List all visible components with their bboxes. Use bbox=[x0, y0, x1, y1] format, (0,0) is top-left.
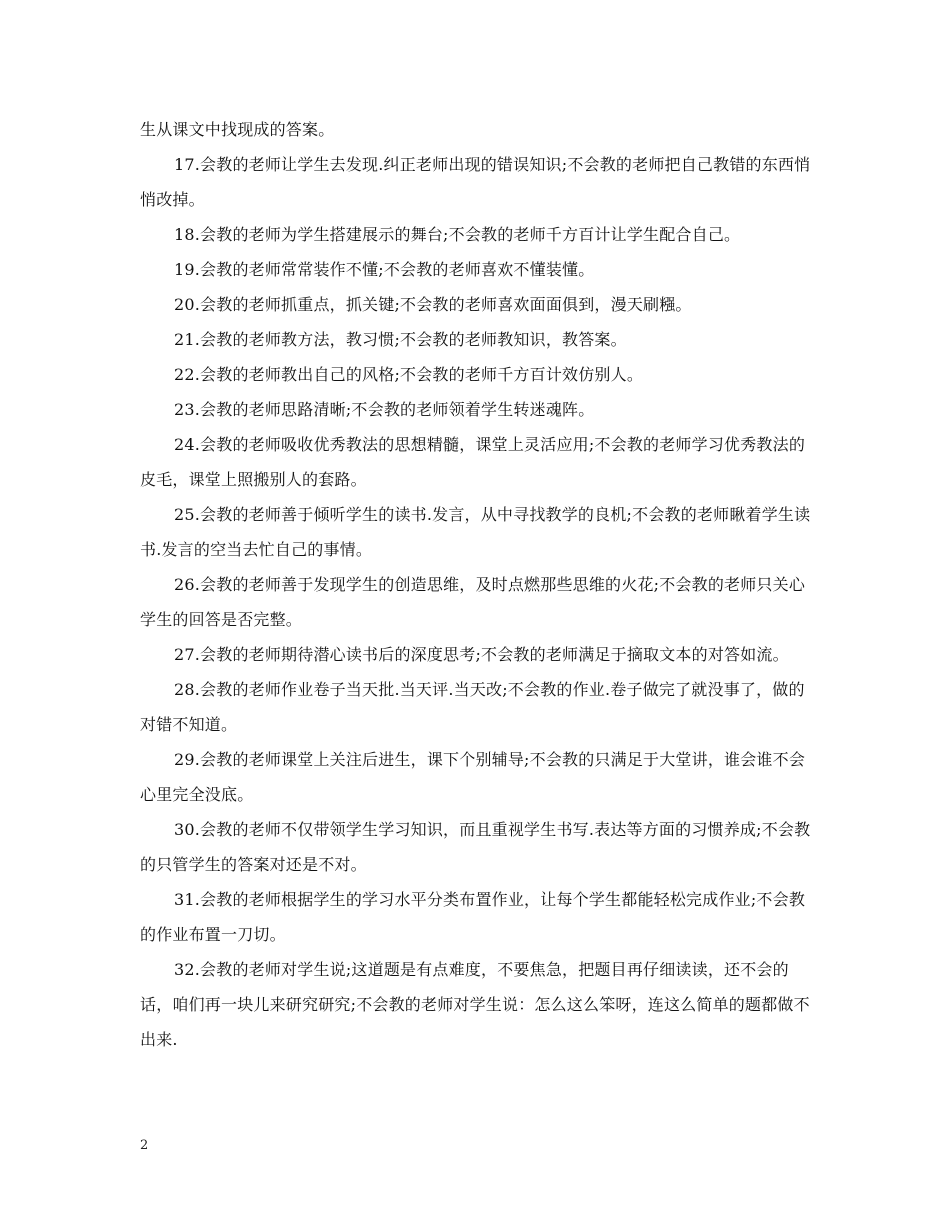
paragraph-item-25: 25.会教的老师善于倾听学生的读书.发言，从中寻找教学的良机;不会教的老师瞅着学生读书.发言的空当去忙自己的事情。 bbox=[140, 505, 811, 559]
page-number: 2 bbox=[140, 1138, 149, 1153]
paragraph-item-26: 26.会教的老师善于发现学生的创造思维，及时点燃那些思维的火花;不会教的老师只关心学生的回答是否完整。 bbox=[140, 575, 806, 629]
paragraph-item-29: 29.会教的老师课堂上关注后进生，课下个别辅导;不会教的只满足于大堂讲，谁会谁不会心里完全没底。 bbox=[140, 750, 806, 804]
paragraph-item-19: 19.会教的老师常常装作不懂;不会教的老师喜欢不懂装懂。 bbox=[174, 260, 595, 279]
paragraph-item-27: 27.会教的老师期待潜心读书后的深度思考;不会教的老师满足于摘取文本的对答如流。 bbox=[174, 645, 789, 664]
paragraph-item-23: 23.会教的老师思路清晰;不会教的老师领着学生转迷魂阵。 bbox=[174, 400, 595, 419]
paragraph-item-30: 30.会教的老师不仅带领学生学习知识，而且重视学生书写.表达等方面的习惯养成;不会教的只管学生的答案对还是不对。 bbox=[140, 820, 811, 874]
paragraph-item-31: 31.会教的老师根据学生的学习水平分类布置作业，让每个学生都能轻松完成作业;不会教的作业布置一刀切。 bbox=[140, 890, 806, 944]
document-body bbox=[140, 112, 816, 1057]
paragraph-item-22: 22.会教的老师教出自己的风格;不会教的老师千方百计效仿别人。 bbox=[174, 365, 644, 384]
paragraph-item-18: 18.会教的老师为学生搭建展示的舞台;不会教的老师千方百计让学生配合自己。 bbox=[174, 225, 741, 244]
paragraph-item-17: 17.会教的老师让学生去发现.纠正老师出现的错误知识;不会教的老师把自己教错的东西悄悄改掉。 bbox=[140, 155, 811, 209]
paragraph-item-28: 28.会教的老师作业卷子当天批.当天评.当天改;不会教的作业.卷子做完了就没事了，做的对错不知道。 bbox=[140, 680, 805, 734]
paragraph-item-32: 32.会教的老师对学生说;这道题是有点难度，不要焦急，把题目再仔细读读，还不会的话，咱们再一块儿来研究研究;不会教的老师对学生说：怎么这么笨呀，连这么简单的题都做不出来. bbox=[140, 960, 810, 1049]
paragraph-continuation: 生从课文中找现成的答案。 bbox=[140, 120, 335, 139]
paragraph-item-24: 24.会教的老师吸收优秀教法的思想精髓，课堂上灵活应用;不会教的老师学习优秀教法的皮毛，课堂上照搬别人的套路。 bbox=[140, 435, 806, 489]
paragraph-item-20: 20.会教的老师抓重点，抓关键;不会教的老师喜欢面面俱到，漫天刷糨。 bbox=[174, 295, 692, 314]
paragraph-item-21: 21.会教的老师教方法，教习惯;不会教的老师教知识，教答案。 bbox=[174, 330, 627, 349]
